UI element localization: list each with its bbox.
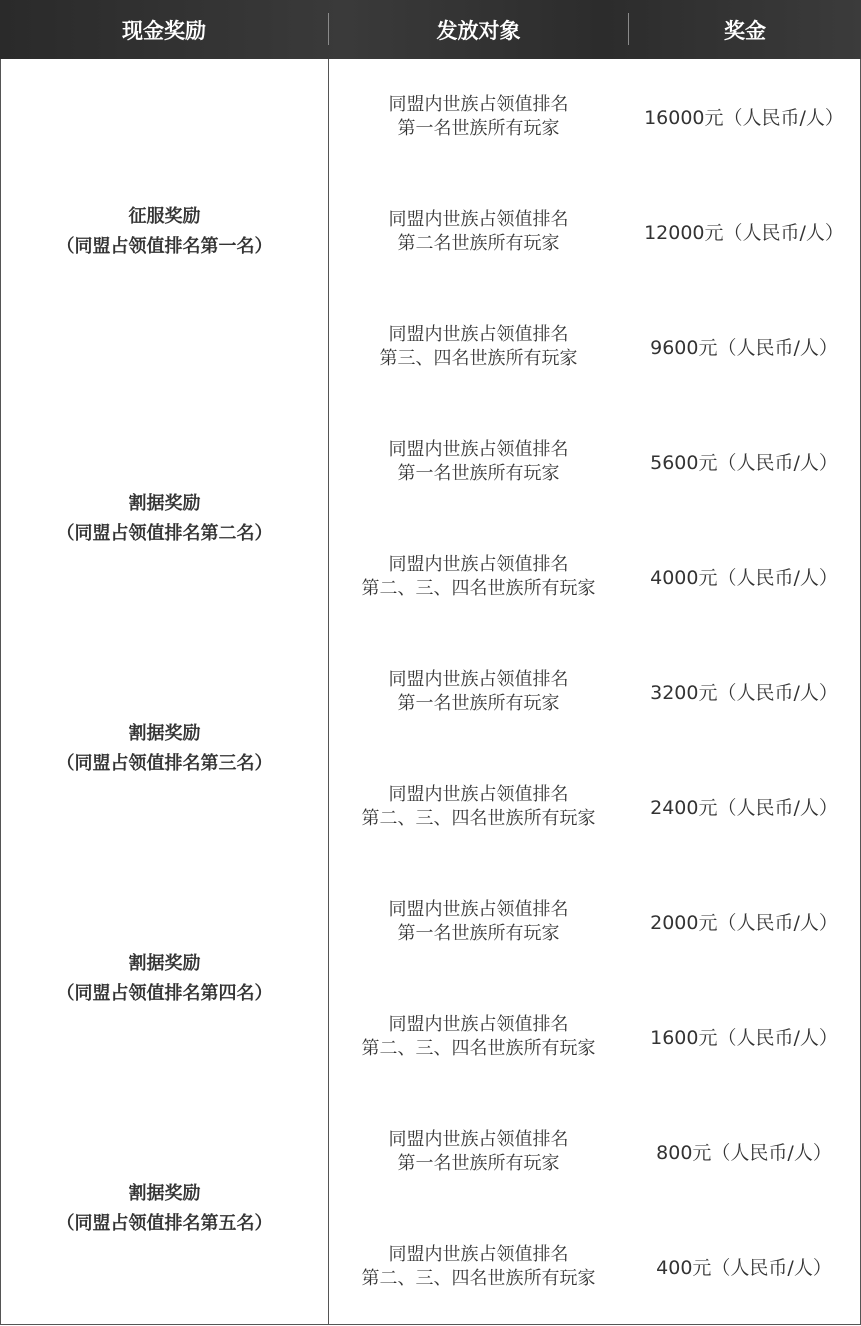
recipient-line-2: 第一名世族所有玩家 [397,922,560,944]
recipient-line-1: 同盟内世族占领值排名 [388,323,569,345]
reward-category-condition: （同盟占领值排名第三名） [56,753,273,774]
prize-amount: 12000元（人民币/人） [644,222,844,244]
prize-amount: 5600元（人民币/人） [650,452,838,474]
recipient-cell [328,174,629,290]
prize-amount: 800元（人民币/人） [656,1142,832,1164]
prize-cell [628,289,861,405]
recipient-cell [328,519,629,635]
prize-cell [628,979,861,1095]
recipient-line-2: 第一名世族所有玩家 [397,462,560,484]
prize-cell [628,174,861,290]
recipient-line-2: 第二、三、四名世族所有玩家 [361,1037,596,1059]
recipient-line-2: 第二、三、四名世族所有玩家 [361,807,596,829]
header-prize: 奖金 [724,18,766,43]
prize-cell [628,634,861,750]
recipient-line-2: 第一名世族所有玩家 [397,692,560,714]
reward-category-condition: （同盟占领值排名第二名） [56,523,273,544]
recipient-line-1: 同盟内世族占领值排名 [388,668,569,690]
recipient-line-2: 第二、三、四名世族所有玩家 [361,1267,596,1289]
recipient-line-1: 同盟内世族占领值排名 [388,898,569,920]
recipient-line-1: 同盟内世族占领值排名 [388,553,569,575]
prize-cell [628,1209,861,1325]
reward-category-cell [0,59,329,405]
prize-cell [628,59,861,175]
reward-category-name: 割据奖励 [128,493,201,514]
reward-category-condition: （同盟占领值排名第五名） [56,1213,273,1234]
prize-amount: 4000元（人民币/人） [650,567,838,589]
prize-amount: 3200元（人民币/人） [650,682,838,704]
reward-category-cell [0,404,329,635]
recipient-line-1: 同盟内世族占领值排名 [388,93,569,115]
recipient-cell [328,1209,629,1325]
prize-cell [628,1094,861,1210]
recipient-line-2: 第二名世族所有玩家 [397,232,560,254]
header-recipients: 发放对象 [436,18,521,43]
reward-category-name: 割据奖励 [128,723,201,744]
reward-category-cell [0,634,329,865]
prize-cell [628,404,861,520]
recipient-line-1: 同盟内世族占领值排名 [388,1013,569,1035]
recipient-cell [328,404,629,520]
recipient-line-1: 同盟内世族占领值排名 [388,783,569,805]
prize-amount: 2400元（人民币/人） [650,797,838,819]
recipient-line-2: 第一名世族所有玩家 [397,1152,560,1174]
table-header [0,0,861,59]
recipient-cell [328,864,629,980]
prize-amount: 2000元（人民币/人） [650,912,838,934]
reward-category-name: 割据奖励 [128,1183,201,1204]
recipient-line-2: 第二、三、四名世族所有玩家 [361,577,596,599]
reward-category-cell [0,1094,329,1325]
prize-cell [628,864,861,980]
prize-amount: 16000元（人民币/人） [644,107,844,129]
recipient-line-2: 第三、四名世族所有玩家 [379,347,578,369]
recipient-cell [328,749,629,865]
recipient-line-1: 同盟内世族占领值排名 [388,438,569,460]
recipient-cell [328,634,629,750]
reward-category-name: 征服奖励 [128,205,201,227]
recipient-cell [328,59,629,175]
recipient-line-2: 第一名世族所有玩家 [397,117,560,139]
recipient-cell [328,979,629,1095]
recipient-line-1: 同盟内世族占领值排名 [388,1243,569,1265]
prize-amount: 400元（人民币/人） [656,1257,832,1279]
prize-cell [628,749,861,865]
recipient-line-1: 同盟内世族占领值排名 [388,1128,569,1150]
recipient-cell [328,289,629,405]
prize-amount: 9600元（人民币/人） [650,337,838,359]
recipient-line-1: 同盟内世族占领值排名 [388,208,569,230]
recipient-cell [328,1094,629,1210]
reward-category-cell [0,864,329,1095]
prize-amount: 1600元（人民币/人） [650,1027,838,1049]
prize-cell [628,519,861,635]
reward-category-name: 割据奖励 [128,953,201,974]
reward-category-condition: （同盟占领值排名第四名） [56,983,273,1004]
header-cash-reward: 现金奖励 [122,18,206,43]
reward-category-condition: （同盟占领值排名第一名） [56,235,273,257]
